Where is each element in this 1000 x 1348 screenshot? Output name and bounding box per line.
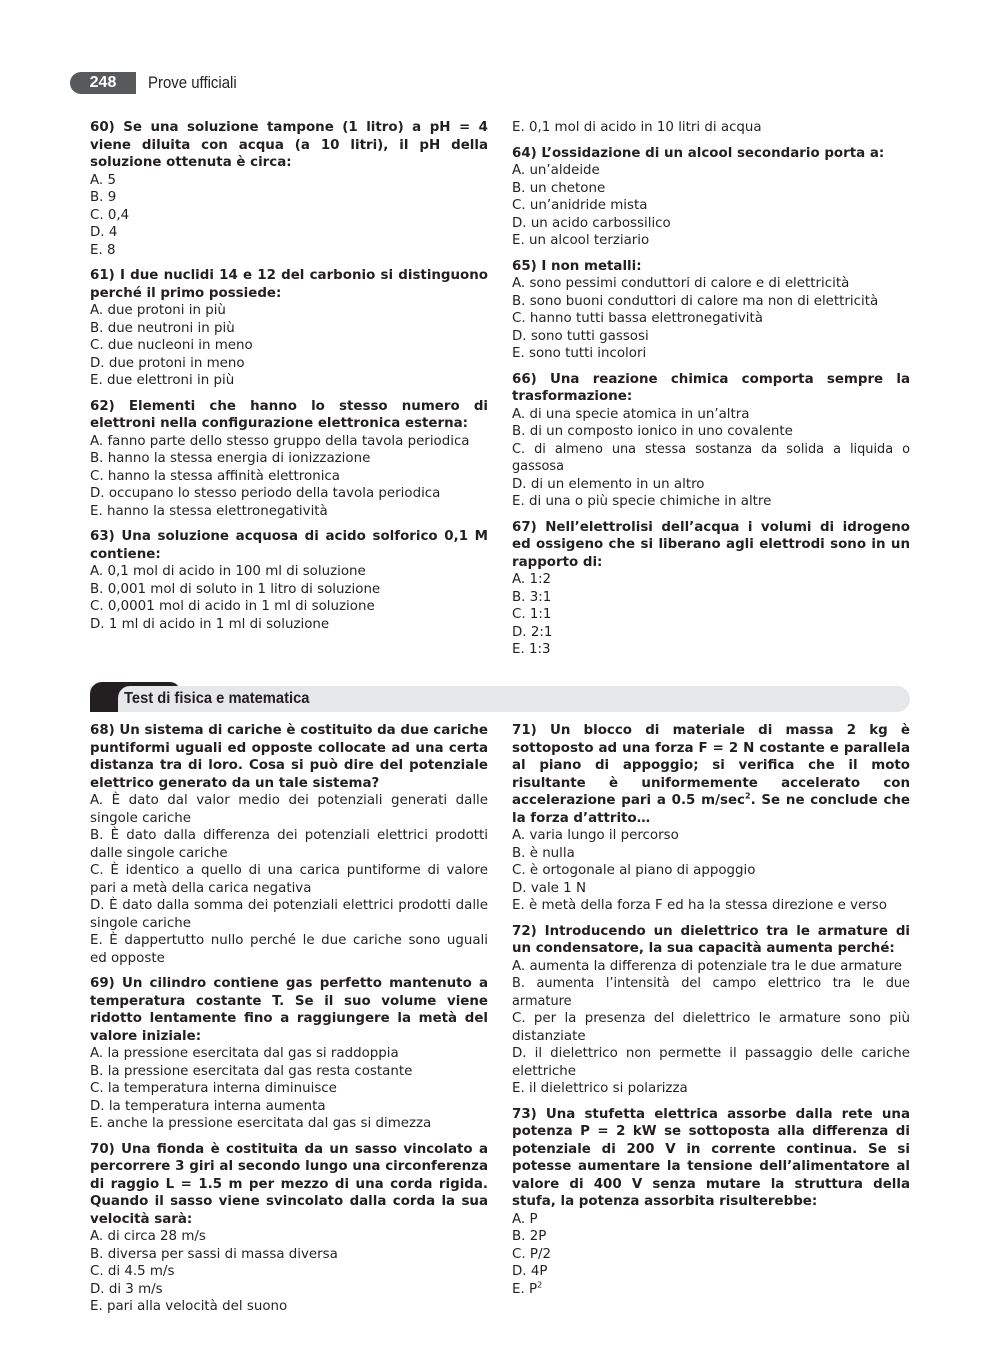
option: D. 1 ml di acido in 1 ml di soluzione [90, 616, 330, 632]
option-text: E. P [512, 1281, 538, 1297]
option: D. di un elemento in un altro [512, 476, 705, 492]
option: D. vale 1 N [512, 880, 586, 896]
option: C. per la presenza del dielettrico le armature sono più distanziate [512, 1011, 910, 1044]
question-text [512, 722, 910, 827]
column-bottom-right [512, 722, 910, 1306]
column-top-left [90, 119, 488, 641]
option: D. un acido carbossilico [512, 215, 671, 231]
option: C. un’anidride mista [512, 198, 648, 213]
question-73 [512, 1106, 910, 1299]
question-text: 63) Una soluzione acquosa di acido solforico 0,1 M contiene: [90, 529, 488, 562]
option: A. la pressione esercitata dal gas si raddoppia [90, 1046, 399, 1061]
option: B. la pressione esercitata dal gas resta costante [90, 1063, 413, 1079]
option: B. hanno la stessa energia di ionizzazione [90, 451, 371, 466]
option: D. 2:1 [512, 624, 553, 640]
option: A. 5 [90, 172, 116, 188]
page-header [70, 72, 470, 94]
page-number: 248 [70, 72, 136, 94]
question-61 [90, 267, 488, 390]
question-text: 68) Un sistema di cariche è costituito da due cariche puntiformi uguali ed opposte collocate ad una certa distanza tra di loro. Cosa si può dire del potenziale elettrico generato da un tale sistema? [90, 723, 488, 791]
option: C. due nucleoni in meno [90, 338, 253, 353]
option: D. È dato dalla somma dei potenziali elettrici prodotti dalle singole cariche [90, 898, 488, 931]
option: E. sono tutti incolori [512, 346, 647, 361]
option: C. di 4.5 m/s [90, 1264, 175, 1279]
option: A. varia lungo il percorso [512, 828, 679, 843]
question-text: 62) Elementi che hanno lo stesso numero di elettroni nella configurazione elettronica esterna: [90, 398, 488, 431]
question-text: 60) Se una soluzione tampone (1 litro) a pH = 4 viene diluita con acqua (a 10 litri), il pH della soluzione ottenuta è circa: [90, 120, 488, 170]
question-text-part: . Se ne conclude che la forza d’attrito… [512, 793, 911, 826]
option: B. 2P [512, 1229, 547, 1244]
option: B. 3:1 [512, 589, 552, 605]
option: A. due protoni in più [90, 303, 226, 318]
question-60 [90, 119, 488, 259]
question-text: 61) I due nuclidi 14 e 12 del carbonio si distinguono perché il primo possiede: [90, 268, 488, 301]
option: E. 8 [90, 242, 116, 258]
question-63-continued [512, 119, 910, 137]
option: B. 0,001 mol di soluto in 1 litro di soluzione [90, 581, 381, 597]
option: C. hanno tutti bassa elettronegatività [512, 311, 763, 326]
option: B. è nulla [512, 845, 575, 861]
question-67 [512, 519, 910, 659]
question-72 [512, 923, 910, 1098]
option: E. È dappertutto nullo perché le due cariche sono uguali ed opposte [90, 933, 488, 966]
option: B. diversa per sassi di massa diversa [90, 1246, 338, 1262]
option: D. due protoni in meno [90, 355, 245, 371]
option: B. di un composto ionico in uno covalente [512, 424, 793, 439]
option: A. È dato dal valor medio dei potenziali generati dalle singole cariche [90, 793, 488, 826]
option: C. è ortogonale al piano di appoggio [512, 863, 756, 878]
option: E. il dielettrico si polarizza [512, 1081, 688, 1096]
option: E. un alcool terziario [512, 233, 650, 248]
running-title: Prove ufficiali [148, 73, 237, 92]
option: E. pari alla velocità del suono [90, 1299, 288, 1314]
option: E. è metà della forza F ed ha la stessa direzione e verso [512, 898, 887, 913]
question-63 [90, 528, 488, 633]
option: C. la temperatura interna diminuisce [90, 1081, 337, 1096]
option: A. 0,1 mol di acido in 100 ml di soluzione [90, 564, 366, 579]
option: D. occupano lo stesso periodo della tavola periodica [90, 486, 441, 501]
question-64 [512, 145, 910, 250]
option: E. anche la pressione esercitata dal gas si dimezza [90, 1116, 432, 1131]
option: A. aumenta la differenza di potenziale tra le due armature [512, 958, 903, 974]
question-text: 73) Una stufetta elettrica assorbe dalla rete una potenza P = 2 kW se sottoposta alla differenza di potenziale di 200 V in corrente continua. Se si potesse aumentare la tensione dell’alimentatore al valore di 400 V senza mutare la struttura della stufa, la potenza assorbita risulterebbe: [512, 1106, 910, 1209]
option: C. 1:1 [512, 607, 552, 622]
question-66 [512, 371, 910, 511]
option: A. di circa 28 m/s [90, 1229, 206, 1244]
option: B. sono buoni conduttori di calore ma non di elettricità [512, 293, 879, 309]
question-70 [90, 1141, 488, 1316]
question-text: 64) L’ossidazione di un alcool secondario porta a: [512, 145, 885, 161]
section-title: Test di fisica e matematica [124, 690, 310, 707]
option [512, 1281, 910, 1299]
option: C. È identico a quello di una carica puntiforme di valore pari a metà della carica negativa [90, 863, 488, 896]
question-65 [512, 258, 910, 363]
question-62 [90, 398, 488, 521]
option: A. P [512, 1211, 538, 1227]
option: B. un chetone [512, 180, 606, 196]
option: B. aumenta l’intensità del campo elettrico tra le due armature [512, 976, 910, 1009]
column-bottom-left [90, 722, 488, 1324]
option: D. 4 [90, 225, 118, 240]
question-text-part: 71) Un blocco di materiale di massa 2 kg è sottoposto ad una forza F = 2 N costante e parallela al piano di appoggio; si verifica che il moto risultante è uniformemente accelerato con accelerazione pari a 0.5 m/sec [512, 723, 910, 808]
option: D. la temperatura interna aumenta [90, 1098, 326, 1114]
option: A. sono pessimi conduttori di calore e di elettricità [512, 276, 850, 291]
column-top-right [512, 119, 910, 667]
option: D. di 3 m/s [90, 1281, 163, 1297]
option: B. 9 [90, 190, 117, 205]
question-text: 65) I non metalli: [512, 258, 642, 274]
option: D. sono tutti gassosi [512, 328, 649, 344]
option: B. due neutroni in più [90, 320, 235, 336]
option: C. P/2 [512, 1246, 551, 1262]
option: C. di almeno una stessa sostanza da solida a liquida o gassosa [512, 441, 910, 474]
question-text: 69) Un cilindro contiene gas perfetto mantenuto a temperatura costante T. Se il suo volume viene ridotto lentamente fino a raggiungere la metà del valore iniziale: [90, 976, 488, 1044]
option: B. È dato dalla differenza dei potenziali elettrici prodotti dalle singole cariche [90, 828, 488, 861]
option: D. 4P [512, 1264, 548, 1279]
option: A. di una specie atomica in un’altra [512, 406, 750, 422]
question-text: 66) Una reazione chimica comporta sempre la trasformazione: [512, 371, 910, 404]
option: C. 0,4 [90, 207, 130, 223]
question-71 [512, 722, 910, 915]
option: E. hanno la stessa elettronegatività [90, 503, 328, 519]
option: D. il dielettrico non permette il passaggio delle cariche elettriche [512, 1046, 910, 1079]
option: E. di una o più specie chimiche in altre [512, 494, 772, 509]
option: A. fanno parte dello stesso gruppo della tavola periodica [90, 433, 470, 449]
question-text: 72) Introducendo un dielettrico tra le armature di un condensatore, la sua capacità aumenta perché: [512, 923, 910, 956]
option: A. 1:2 [512, 572, 551, 587]
superscript: 2 [537, 1280, 543, 1290]
option: E. 1:3 [512, 642, 551, 657]
option: C. 0,0001 mol di acido in 1 ml di soluzione [90, 599, 375, 614]
question-text: 67) Nell’elettrolisi dell’acqua i volumi di idrogeno ed ossigeno che si liberano agli elettrodi sono in un rapporto di: [512, 519, 910, 570]
section-heading-bar [90, 686, 910, 712]
option: C. hanno la stessa affinità elettronica [90, 468, 340, 484]
option: A. un’aldeide [512, 163, 600, 178]
option: E. 0,1 mol di acido in 10 litri di acqua [512, 120, 762, 135]
question-68 [90, 722, 488, 967]
question-text: 70) Una fionda è costituita da un sasso vincolato a percorrere 3 giri al secondo lungo una circonferenza di raggio L = 1.5 m per mezzo di una corda rigida. Quando il sasso viene svincolato dalla corda la sua velocità sarà: [90, 1141, 488, 1227]
superscript: 2 [744, 791, 751, 801]
option: E. due elettroni in più [90, 373, 235, 388]
question-69 [90, 975, 488, 1133]
